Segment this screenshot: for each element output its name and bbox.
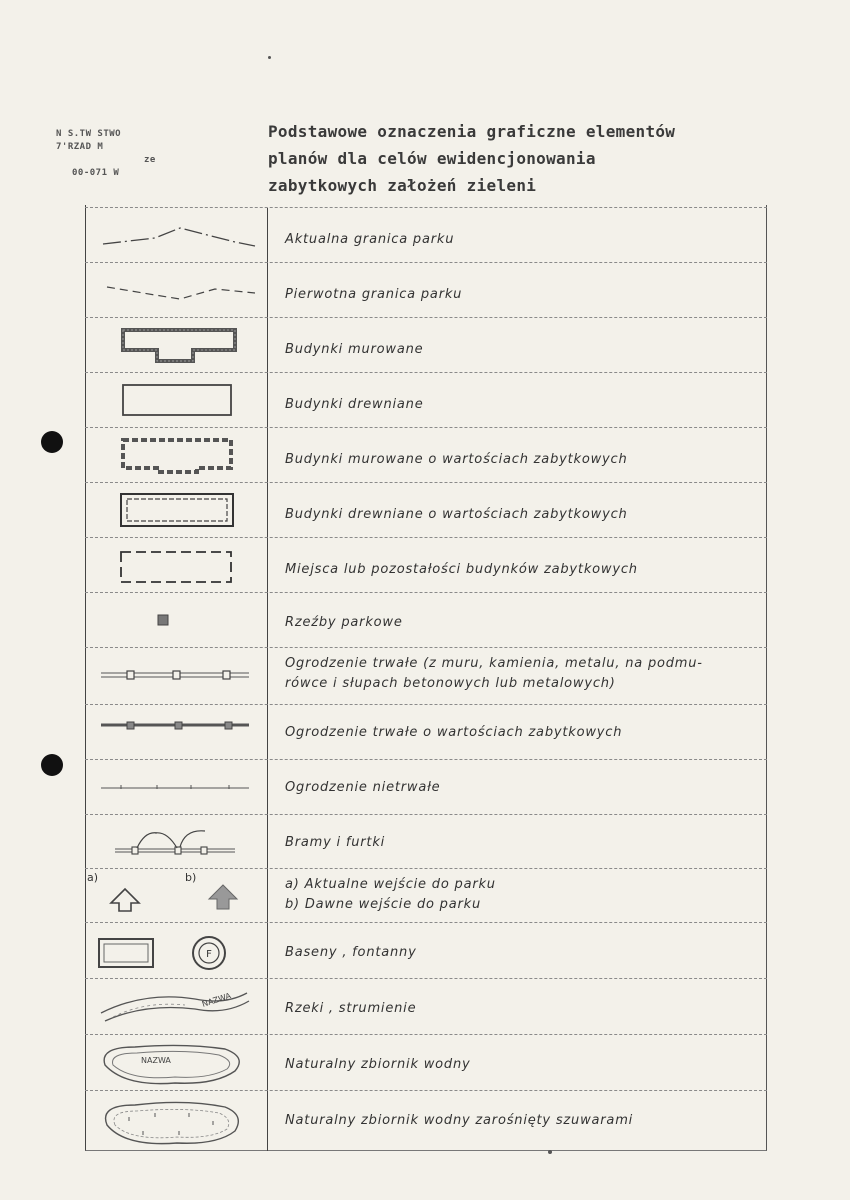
permanent-fence-icon: [85, 648, 267, 705]
legend-label: [285, 560, 737, 580]
reed-pond-icon: [85, 1091, 267, 1151]
legend-text: Rzeki , strumienie: [285, 1001, 417, 1016]
legend-text: Ogrodzenie nietrwałe: [285, 780, 441, 795]
park-sculpture-icon: [85, 593, 267, 648]
symbol-cell: [85, 760, 268, 815]
legend-text: Bramy i furtki: [285, 835, 386, 850]
symbol-cell: [85, 979, 268, 1035]
wooden-building-icon: [85, 373, 267, 428]
legend-text: Budynki murowane: [285, 342, 424, 357]
legend-text: b) Dawne wejście do parku: [285, 897, 482, 912]
legend-text: Miejsca lub pozostałości budynków zabytkowych: [285, 562, 638, 577]
institution-stamp: [56, 128, 256, 180]
symbol-cell: [85, 318, 268, 373]
legend-label: [285, 875, 737, 915]
symbol-cell: [85, 208, 268, 263]
current-park-border-icon: [85, 208, 267, 263]
legend-row: [85, 1090, 767, 1151]
historic-fence-icon: [85, 705, 267, 760]
legend-row: [85, 868, 767, 923]
legend-label: [285, 1055, 737, 1075]
brick-building-icon: [85, 318, 267, 373]
river-icon: [85, 979, 267, 1035]
historic-wooden-building-icon: [85, 483, 267, 538]
legend-text: Aktualna granica parku: [285, 232, 455, 247]
legend-row: [85, 814, 767, 869]
pool-fountain-icon: [85, 923, 267, 979]
legend-label: [285, 833, 737, 853]
legend-text: Budynki drewniane o wartościach zabytkowych: [285, 507, 628, 522]
symbol-cell: [85, 923, 268, 979]
legend-row: [85, 207, 767, 263]
symbol-cell: [85, 263, 268, 318]
legend-label: [285, 395, 737, 415]
legend-label: [285, 505, 737, 525]
title-line: zabytkowych założeń zieleni: [268, 176, 537, 195]
symbol-cell: [85, 428, 268, 483]
pond-name-tag: NAZWA: [141, 1056, 171, 1065]
fountain-letter: F: [206, 949, 212, 960]
building-remains-icon: [85, 538, 267, 593]
gates-icon: [85, 815, 267, 869]
legend-row: [85, 647, 767, 705]
legend-text: Naturalny zbiornik wodny: [285, 1057, 471, 1072]
legend-text: Pierwotna granica parku: [285, 287, 463, 302]
symbol-cell: [85, 648, 268, 705]
symbol-cell: [85, 1091, 268, 1151]
symbol-cell: [85, 869, 268, 923]
ink-dot: [548, 1150, 552, 1154]
legend-text: rówce i słupach betonowych lub metalowych): [285, 676, 616, 691]
symbol-cell: [85, 1035, 268, 1091]
original-park-border-icon: [85, 263, 267, 318]
temporary-fence-icon: [85, 760, 267, 815]
legend-label: [285, 230, 737, 250]
legend-text: Ogrodzenie trwałe (z muru, kamienia, metalu, na podmu-: [285, 656, 703, 671]
symbol-cell: [85, 815, 268, 869]
legend-row: [85, 704, 767, 760]
legend-label: [285, 999, 737, 1019]
legend-row: [85, 537, 767, 593]
legend-row: [85, 1034, 767, 1091]
legend-row: [85, 978, 767, 1035]
legend-label: [285, 450, 737, 470]
stamp-line: ze: [144, 155, 156, 165]
natural-pond-icon: [85, 1035, 267, 1091]
legend-row: [85, 317, 767, 373]
punch-hole: [41, 754, 63, 776]
legend-row: [85, 372, 767, 428]
stamp-line: 00-071 W: [72, 168, 120, 178]
legend-text: Budynki drewniane: [285, 397, 424, 412]
symbol-cell: [85, 483, 268, 538]
ink-dot: [268, 56, 271, 59]
legend-label: [285, 723, 737, 743]
historic-brick-building-icon: [85, 428, 267, 483]
park-entrance-icon: [85, 869, 267, 923]
stamp-line: N S.TW STWO: [56, 129, 122, 139]
legend-text: Baseny , fontanny: [285, 945, 417, 960]
legend-label: [285, 778, 737, 798]
symbol-cell: [85, 373, 268, 428]
symbol-cell: [85, 593, 268, 648]
title-line: planów dla celów ewidencjonowania: [268, 149, 596, 168]
legend-label: [285, 613, 737, 633]
legend-text: Budynki murowane o wartościach zabytkowych: [285, 452, 628, 467]
legend-text: Rzeźby parkowe: [285, 615, 403, 630]
punch-hole: [41, 431, 63, 453]
river-name-tag: NAZWA: [200, 991, 233, 1009]
legend-label: [285, 285, 737, 305]
legend-row: [85, 922, 767, 979]
legend-label: [285, 943, 737, 963]
legend-label: [285, 340, 737, 360]
legend-row: [85, 482, 767, 538]
symbol-cell: [85, 705, 268, 760]
document-title: [268, 118, 728, 199]
legend-row: [85, 427, 767, 483]
legend-row: [85, 592, 767, 648]
legend-row: [85, 262, 767, 318]
legend-text: Naturalny zbiornik wodny zarośnięty szuwarami: [285, 1113, 634, 1128]
symbol-cell: [85, 538, 268, 593]
title-line: Podstawowe oznaczenia graficzne elementów: [268, 122, 676, 141]
legend-text: Ogrodzenie trwałe o wartościach zabytkowych: [285, 725, 623, 740]
stamp-line: 7'RZAD M: [56, 142, 104, 152]
entrance-mark-b: b): [185, 871, 197, 884]
legend-label: [285, 1111, 737, 1131]
legend-text: a) Aktualne wejście do parku: [285, 877, 496, 892]
legend-label: [285, 654, 737, 694]
legend-row: [85, 759, 767, 815]
entrance-mark-a: a): [87, 871, 99, 884]
